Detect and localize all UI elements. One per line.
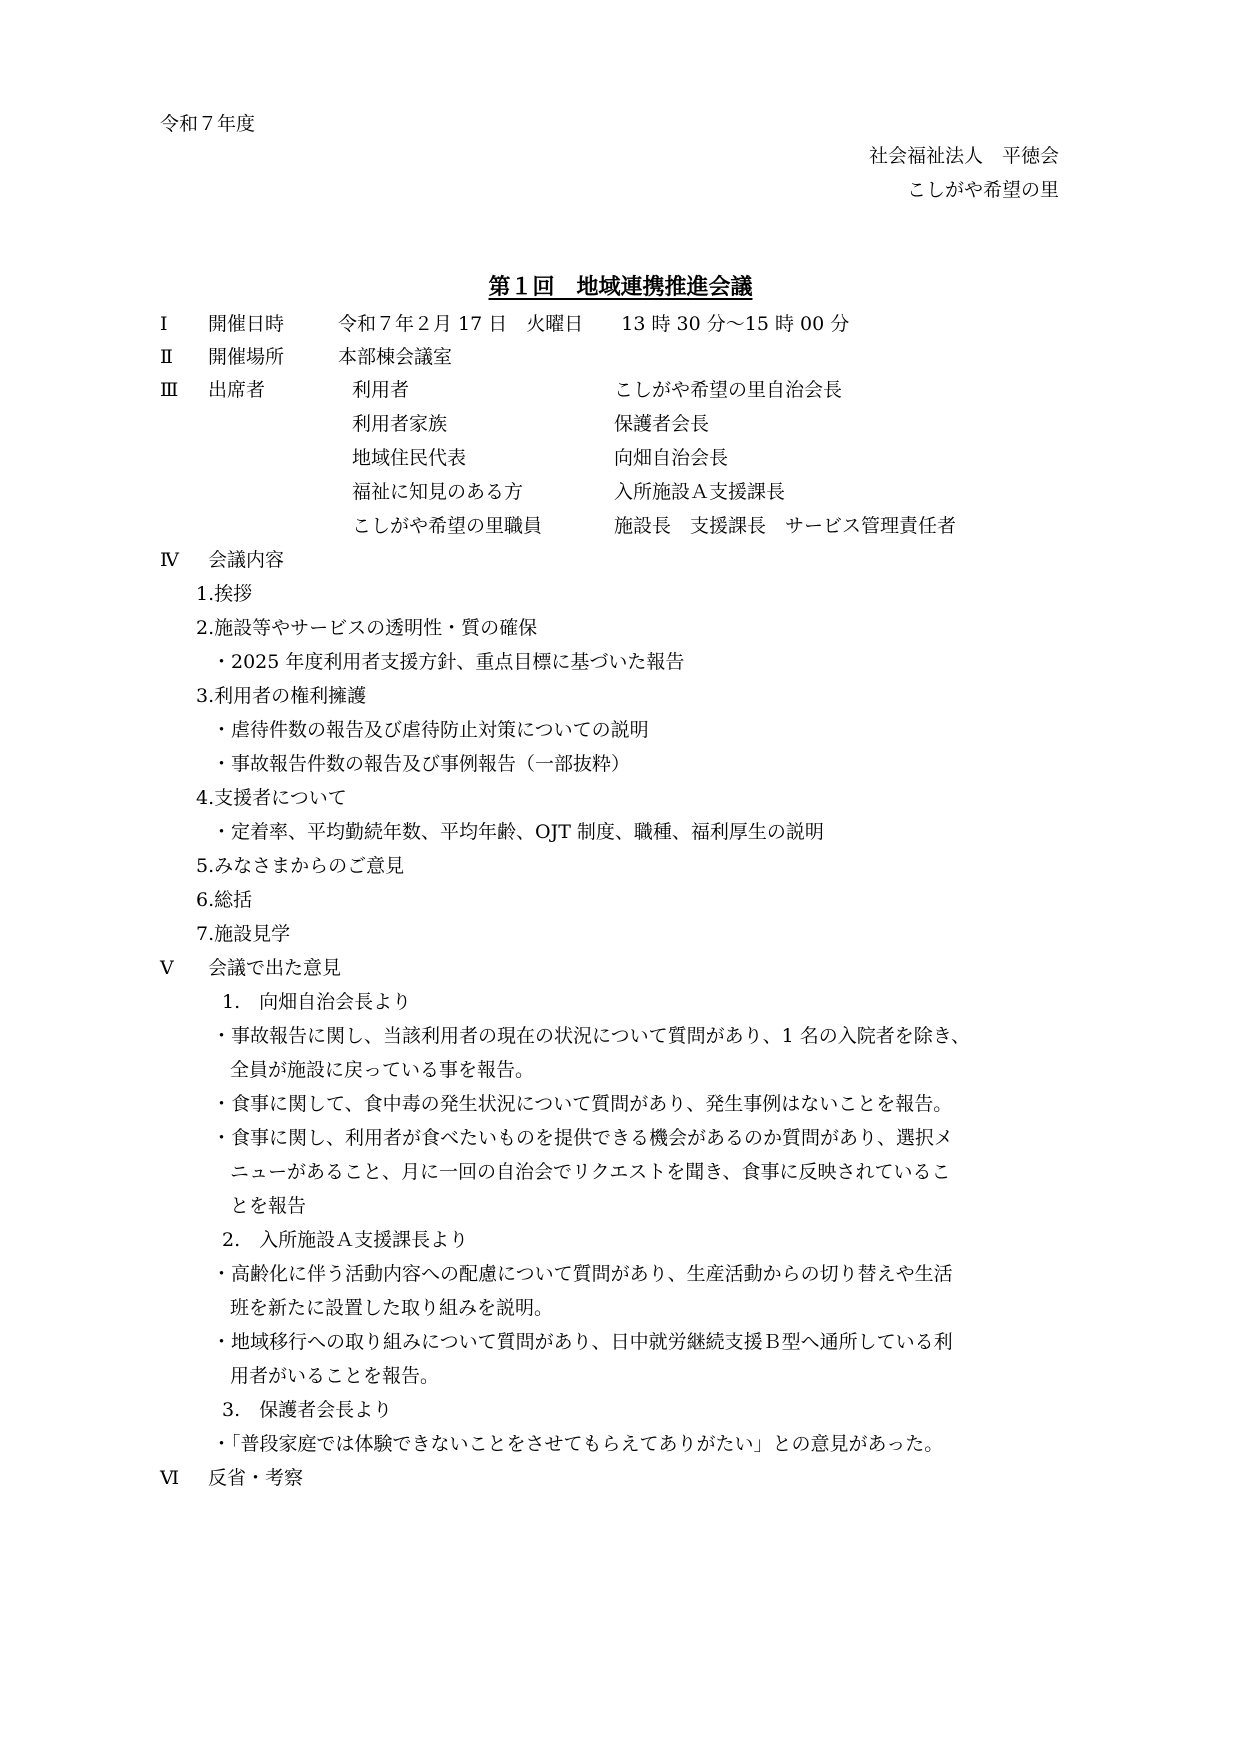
opinion-source: 1. 向畑自治会長より	[222, 991, 412, 1013]
agenda-item: 1.挨拶	[196, 583, 253, 605]
attendee-role: 入所施設Ａ支援課長	[614, 481, 786, 503]
meeting-venue: 本部棟会議室	[338, 346, 453, 368]
section-numeral: Ⅴ	[160, 957, 174, 979]
section-label: 会議で出た意見	[208, 957, 342, 979]
opinion-line: ・食事に関し、利用者が食べたいものを提供できる機会があるのか質問があり、選択メ	[212, 1127, 954, 1149]
opinion-line: ・地域移行への取り組みについて質問があり、日中就労継続支援Ｂ型へ通所している利	[212, 1331, 953, 1353]
opinion-source: 3. 保護者会長より	[222, 1399, 393, 1421]
agenda-subitem: ・事故報告件数の報告及び事例報告（一部抜粋）	[212, 753, 631, 775]
attendee-role: 向畑自治会長	[614, 447, 729, 469]
agenda-item: 3.利用者の権利擁護	[196, 685, 367, 707]
facility-name: こしがや希望の里	[906, 179, 1059, 201]
attendee-group: 地域住民代表	[352, 447, 467, 469]
section-agenda	[160, 548, 284, 572]
attendee-group: 利用者	[352, 379, 410, 401]
agenda-item: 7.施設見学	[196, 923, 291, 945]
section-numeral: Ⅵ	[160, 1467, 180, 1489]
opinion-line: ・「普段家庭では体験できないことをさせてもらえてありがたい」との意見があった。	[212, 1433, 944, 1455]
section-venue	[160, 345, 452, 369]
attendee-group: 福祉に知見のある方	[352, 481, 524, 503]
agenda-subitem: ・虐待件数の報告及び虐待防止対策についての説明	[212, 719, 649, 741]
section-date	[160, 312, 849, 336]
agenda-item: 4.支援者について	[196, 787, 347, 809]
document-title	[0, 272, 1241, 302]
opinion-line: 全員が施設に戻っている事を報告。	[230, 1059, 535, 1081]
opinion-source: 2. 入所施設Ａ支援課長より	[222, 1229, 469, 1251]
section-label: 反省・考察	[208, 1467, 304, 1489]
meeting-datetime: 令和７年２月 17 日 火曜日 13 時 30 分～15 時 00 分	[338, 313, 850, 335]
opinion-line: とを報告	[230, 1195, 307, 1217]
fiscal-year: 令和７年度	[160, 113, 256, 135]
opinion-line: ・食事に関して、食中毒の発生状況について質問があり、発生事例はないことを報告。	[212, 1093, 953, 1115]
agenda-item: 6.総括	[196, 889, 253, 911]
agenda-subitem: ・2025 年度利用者支援方針、重点目標に基づいた報告	[212, 651, 685, 673]
attendee-group: こしがや希望の里職員	[352, 515, 543, 537]
section-opinions	[160, 956, 341, 980]
section-label: 会議内容	[208, 549, 285, 571]
document-title-text: 第１回 地域連携推進会議	[488, 274, 753, 300]
opinion-line: ・事故報告に関し、当該利用者の現在の状況について質問があり、1 名の入院者を除き、	[212, 1025, 970, 1047]
section-label: 開催日時	[208, 313, 285, 335]
opinion-line: 班を新たに設置した取り組みを説明。	[230, 1297, 554, 1319]
section-numeral: Ⅲ	[160, 379, 179, 401]
section-reflection	[160, 1466, 303, 1490]
section-label: 出席者	[208, 379, 266, 401]
attendee-group: 利用者家族	[352, 413, 448, 435]
opinion-line: ニューがあること、月に一回の自治会でリクエストを聞き、食事に反映されているこ	[230, 1161, 951, 1183]
opinion-line: 用者がいることを報告。	[230, 1365, 440, 1387]
attendee-role: 施設長 支援課長 サービス管理責任者	[614, 515, 957, 537]
section-label: 開催場所	[208, 346, 285, 368]
attendee-role: 保護者会長	[614, 413, 710, 435]
agenda-item: 2.施設等やサービスの透明性・質の確保	[196, 617, 538, 639]
section-numeral: Ⅰ	[160, 313, 168, 335]
attendee-role: こしがや希望の里自治会長	[614, 379, 843, 401]
section-attendees	[160, 378, 1060, 402]
agenda-item: 5.みなさまからのご意見	[196, 855, 405, 877]
opinion-line: ・高齢化に伴う活動内容への配慮について質問があり、生産活動からの切り替えや生活	[212, 1263, 953, 1285]
organization-name: 社会福祉法人 平徳会	[868, 145, 1059, 167]
agenda-subitem: ・定着率、平均勤続年数、平均年齢、OJT 制度、職種、福利厚生の説明	[212, 821, 824, 843]
section-numeral: Ⅳ	[160, 549, 179, 571]
section-numeral: Ⅱ	[160, 346, 173, 368]
